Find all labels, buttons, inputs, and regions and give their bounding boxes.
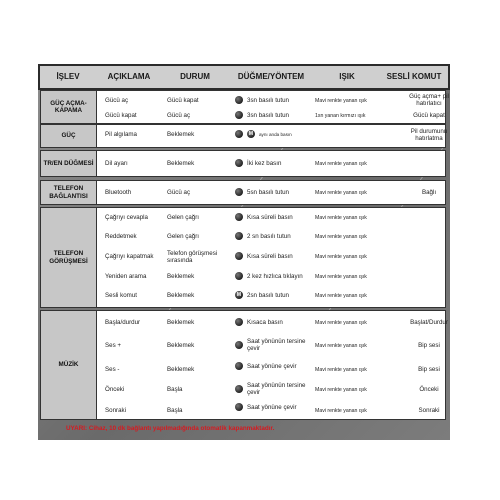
- section-music: [40, 310, 446, 420]
- cell-light: Mavi renkte yanan ışık: [315, 320, 367, 326]
- cell-light: Mavi renkte yanan ışık: [315, 215, 367, 221]
- button-icon: [235, 385, 243, 393]
- button-icon: [235, 130, 243, 138]
- button-text: Saat yönünün tersine çevir: [247, 382, 306, 396]
- cell-light: 1sn yanan kırmızı ışık: [315, 113, 366, 119]
- cell-button: [235, 272, 309, 280]
- cell-light: Mavi renkte yanan ışık: [315, 98, 367, 104]
- cell-state: Gücü aç: [167, 189, 191, 196]
- cell-button: [235, 188, 309, 196]
- button-text: 2sn basılı tutun: [247, 291, 289, 299]
- cell-light: Mavi renkte yanan ışık: [315, 161, 367, 167]
- cell-light: Mavi renkte yanan ışık: [315, 387, 367, 393]
- button-text: Kısa süreli basın: [247, 252, 293, 260]
- cell-desc: Gücü kapat: [105, 112, 137, 119]
- cell-desc: Sesli komut: [105, 292, 137, 299]
- section-pairing: [40, 180, 446, 205]
- cell-desc: Başla/durdur: [105, 319, 141, 326]
- m-button-icon: M: [248, 131, 254, 137]
- cell-voice: Bağlı: [421, 189, 437, 196]
- cell-button: [235, 232, 309, 240]
- cell-voice: Güç açma+ pil hatırlatıcı: [409, 93, 449, 107]
- cell-light: Mavi renkte yanan ışık: [315, 343, 367, 349]
- cell-button: [235, 130, 309, 138]
- cell-voice: Önceki: [419, 386, 439, 393]
- section-call: [40, 207, 446, 308]
- button-text: aynı anda basın: [259, 131, 292, 137]
- button-text: İki kez basın: [247, 159, 282, 167]
- button-text: Kısaca basın: [247, 318, 283, 326]
- button-icon: [235, 272, 243, 280]
- cell-button: [235, 111, 309, 119]
- section-tr-en: [40, 150, 446, 177]
- cell-state: Telefon görüşmesi sırasında: [167, 250, 218, 264]
- header-dugme: DÜĞME/YÖNTEM: [237, 72, 305, 81]
- cell-light: Mavi renkte yanan ışık: [315, 274, 367, 280]
- cell-state: Beklemek: [167, 366, 195, 373]
- cell-voice: Pil durumunu hatırlatma: [410, 128, 448, 142]
- cell-state: Beklemek: [167, 292, 195, 299]
- cell-button: [235, 403, 309, 411]
- cell-state: Başla: [167, 386, 183, 393]
- cell-state: Beklemek: [167, 131, 195, 138]
- cell-voice: Başlat/Durdur: [410, 319, 448, 326]
- cell-desc: Bluetooth: [105, 189, 132, 196]
- button-text: Saat yönüne çevir: [247, 403, 297, 411]
- section-power-toggle: [40, 90, 449, 124]
- cell-desc: Dil ayarı: [105, 160, 128, 167]
- cell-desc: Önceki: [105, 386, 125, 393]
- header-isik: IŞIK: [339, 72, 355, 81]
- button-text: Kısa süreli basın: [247, 213, 293, 221]
- button-icon: [235, 213, 243, 221]
- header-sesli: SESLİ KOMUT: [386, 72, 442, 81]
- cell-button: [235, 291, 309, 299]
- button-icon: [235, 232, 243, 240]
- cell-desc: Çağrıyı cevapla: [105, 214, 148, 221]
- button-text: 2 kez hızlıca tıklayın: [247, 272, 303, 280]
- cell-state: Beklemek: [167, 273, 195, 280]
- m-button-icon: M: [236, 292, 242, 298]
- button-text: 5sn basılı tutun: [247, 188, 289, 196]
- cell-light: Mavi renkte yanan ışık: [315, 234, 367, 240]
- cell-button: [235, 362, 309, 370]
- section-label: TR/EN DÜĞMESİ: [41, 151, 97, 176]
- table-header: [38, 64, 450, 90]
- section-label: GÜÇ AÇMA-KAPAMA: [41, 91, 97, 123]
- header-durum: DURUM: [180, 72, 210, 81]
- cell-state: Gücü aç: [167, 112, 191, 119]
- cell-button: [235, 159, 309, 167]
- cell-light: Mavi renkte yanan ışık: [315, 408, 367, 414]
- button-icon: [235, 362, 243, 370]
- button-icon: [235, 403, 243, 411]
- cell-voice: Bip sesi: [418, 366, 440, 373]
- cell-light: Mavi renkte yanan ışık: [315, 190, 367, 196]
- section-label: GÜÇ: [41, 125, 97, 147]
- warning-text: UYARI: Cihaz, 10 dk bağlantı yapılmadığında otomatik kapanmaktadır.: [66, 425, 275, 432]
- button-icon: [235, 318, 243, 326]
- cell-light: Mavi renkte yanan ışık: [315, 367, 367, 373]
- button-icon: [235, 341, 243, 349]
- cell-desc: Yeniden arama: [105, 273, 147, 280]
- cell-voice: Sonraki: [418, 407, 440, 414]
- cell-state: Beklemek: [167, 160, 195, 167]
- button-icon: [235, 252, 243, 260]
- cell-desc: Ses -: [105, 366, 120, 373]
- cell-state: Gelen çağrı: [167, 233, 199, 240]
- cell-state: Başla: [167, 407, 183, 414]
- cell-button: [235, 318, 309, 326]
- cell-button: [235, 96, 309, 104]
- cell-button: [235, 382, 309, 396]
- header-islev: İŞLEV: [56, 72, 80, 81]
- button-text: Saat yönünün tersine çevir: [247, 338, 306, 352]
- cell-voice: Gücü kapat: [413, 112, 445, 119]
- button-icon: [235, 96, 243, 104]
- button-icon: [235, 188, 243, 196]
- cell-light: Mavi renkte yanan ışık: [315, 254, 367, 260]
- cell-desc: Pil algılama: [105, 131, 137, 138]
- cell-state: Beklemek: [167, 342, 195, 349]
- cell-desc: Reddetmek: [105, 233, 137, 240]
- header-aciklama: AÇIKLAMA: [107, 72, 151, 81]
- section-power: [40, 124, 446, 148]
- cell-voice: Bip sesi: [418, 342, 440, 349]
- cell-button: [235, 338, 309, 352]
- section-label: TELEFON GÖRÜŞMESİ: [41, 208, 97, 307]
- cell-light: Mavi renkte yanan ışık: [315, 293, 367, 299]
- cell-button: [235, 252, 309, 260]
- button-icon: [235, 111, 243, 119]
- cell-desc: Çağrıyı kapatmak: [105, 253, 154, 260]
- section-label: TELEFON BAĞLANTISI: [41, 181, 97, 204]
- button-icon: [235, 159, 243, 167]
- cell-desc: Gücü aç: [105, 97, 129, 104]
- cell-button: [235, 213, 309, 221]
- cell-state: Gücü kapat: [167, 97, 199, 104]
- button-text: 3sn basılı tutun: [247, 96, 289, 104]
- instruction-table: [38, 64, 450, 440]
- button-text: 2 sn basılı tutun: [247, 232, 291, 240]
- cell-desc: Sonraki: [105, 407, 126, 414]
- section-label: MÜZİK: [41, 311, 97, 419]
- button-text: Saat yönüne çevir: [247, 362, 297, 370]
- cell-state: Beklemek: [167, 319, 195, 326]
- button-text: 3sn basılı tutun: [247, 111, 289, 119]
- cell-state: Gelen çağrı: [167, 214, 199, 221]
- cell-desc: Ses +: [105, 342, 121, 349]
